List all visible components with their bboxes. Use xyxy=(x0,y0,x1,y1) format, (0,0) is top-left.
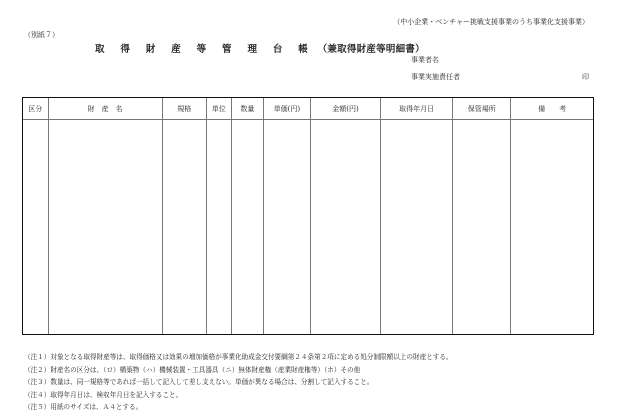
col-header-unit: 単位 xyxy=(206,98,231,120)
cell-spec[interactable] xyxy=(162,120,206,335)
col-header-spec: 規格 xyxy=(162,98,206,120)
document-title xyxy=(95,41,425,55)
col-header-category: 区分 xyxy=(23,98,48,120)
responsible-person-label: 事業実施責任者 xyxy=(411,73,460,81)
notes-section xyxy=(24,351,453,414)
table-body-row xyxy=(23,120,593,335)
asset-ledger-table xyxy=(22,97,594,335)
cell-amount[interactable] xyxy=(310,120,380,335)
cell-quantity[interactable] xyxy=(231,120,263,335)
seal-label: 印 xyxy=(582,73,589,81)
program-note: （中小企業・ベンチャー挑戦支援事業のうち事業化支援事業） xyxy=(393,18,589,26)
col-header-amount: 金額(円) xyxy=(310,98,380,120)
table-header-row xyxy=(23,98,593,120)
col-header-storage-location: 保管場所 xyxy=(453,98,511,120)
col-header-acquisition-date: 取得年月日 xyxy=(381,98,453,120)
col-header-unit-price: 単価(円) xyxy=(263,98,310,120)
cell-unit-price[interactable] xyxy=(263,120,310,335)
note-5: （注５）用紙のサイズは、Ａ４とする。 xyxy=(24,403,143,411)
cell-storage-location[interactable] xyxy=(453,120,511,335)
annex-label: （別紙７） xyxy=(24,31,59,39)
cell-unit[interactable] xyxy=(206,120,231,335)
cell-asset-name[interactable] xyxy=(48,120,162,335)
col-header-asset-name: 財 産 名 xyxy=(48,98,162,120)
business-name-label: 事業者名 xyxy=(411,56,439,64)
cell-remarks[interactable] xyxy=(511,120,593,335)
col-header-quantity: 数量 xyxy=(231,98,263,120)
cell-acquisition-date[interactable] xyxy=(381,120,453,335)
cell-category[interactable] xyxy=(23,120,48,335)
title-sub: （兼取得財産等明細書） xyxy=(317,44,425,55)
note-4: （注４）取得年月日は、検収年月日を記入すること。 xyxy=(24,390,183,399)
title-main: 取 得 財 産 等 管 理 台 帳 xyxy=(95,44,315,55)
note-1: （注１）対象となる取得財産等は、取得価格又は効果の増加価格が事業化助成金交付要綱第２４条第２項に定める処分制限額以上の財産とする。 xyxy=(24,353,453,361)
note-2: （注２）財産名の区分は、（ロ）構築物（ハ）機械装置・工具器具（ニ）無体財産権（産業財産権等）（ホ）その他 xyxy=(24,365,361,374)
col-header-remarks: 備 考 xyxy=(511,98,593,120)
note-3: （注３）数量は、同一規格等であれば一括して記入して差し支えない。単価が異なる場合は、分割して記入すること。 xyxy=(24,378,374,386)
